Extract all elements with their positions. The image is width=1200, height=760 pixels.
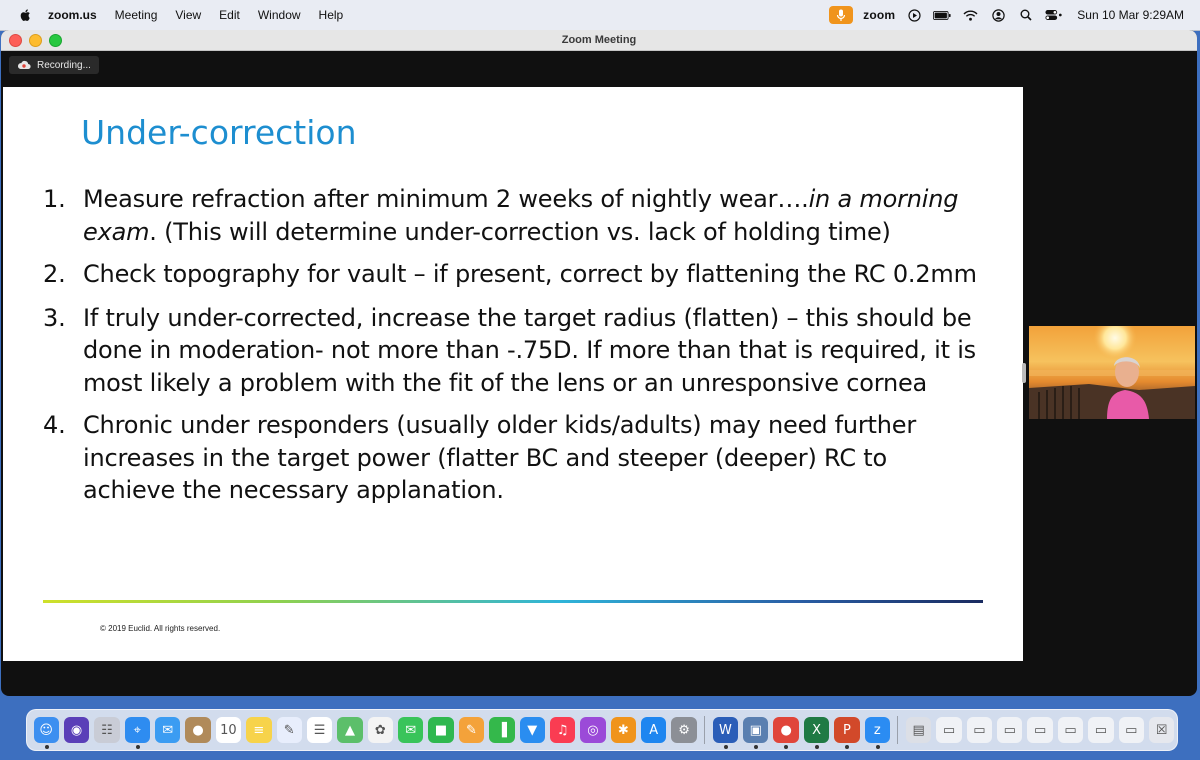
slide-title: Under-correction: [81, 113, 357, 152]
list-item: [43, 302, 983, 400]
slide-numbered-list: [43, 183, 983, 517]
dock-glyph: ▭: [1003, 722, 1016, 738]
dock-glyph: ⌖: [133, 722, 141, 738]
battery-icon[interactable]: [933, 8, 951, 22]
dock-finder-icon[interactable]: [34, 717, 59, 743]
dock-freeform-icon[interactable]: [277, 717, 302, 743]
dock-glyph: ●: [780, 722, 792, 738]
dock-glyph: 10: [220, 722, 237, 738]
dock-glyph: W: [718, 722, 732, 738]
window-title: Zoom Meeting: [561, 34, 637, 46]
dock-siri-icon[interactable]: [64, 717, 89, 743]
dock-photos-icon[interactable]: [368, 717, 393, 743]
recording-indicator[interactable]: [9, 56, 99, 74]
dock-window-4-icon[interactable]: [1027, 717, 1052, 743]
dock-glyph: ⚙: [678, 722, 690, 738]
menu-app-name[interactable]: zoom.us: [48, 8, 97, 22]
microphone-icon[interactable]: [829, 6, 853, 24]
dock-zoom-icon[interactable]: [865, 717, 890, 743]
dock-chrome-icon[interactable]: [773, 717, 798, 743]
dock-word-icon[interactable]: [713, 717, 738, 743]
list-item-number: 4.: [43, 411, 66, 439]
menubar-clock[interactable]: Sun 10 Mar 9:29AM: [1077, 8, 1184, 22]
running-indicator: [724, 745, 728, 749]
running-indicator: [784, 745, 788, 749]
participant-video-tile[interactable]: [1029, 326, 1195, 419]
list-item-emphasis: in a morning exam: [83, 185, 959, 246]
dock-glyph: ✎: [465, 722, 477, 738]
slide-copyright: © 2019 Euclid. All rights reserved.: [100, 624, 221, 633]
spotlight-search-icon[interactable]: [1017, 8, 1035, 22]
dock-glyph: ▣: [749, 722, 762, 738]
dock-glyph: ■: [434, 722, 448, 738]
dock-glyph: ▐: [496, 722, 507, 738]
menu-window[interactable]: Window: [257, 8, 301, 22]
dock-photo-booth-icon[interactable]: [611, 717, 636, 743]
dock-glyph: ✿: [374, 722, 386, 738]
menu-meeting[interactable]: Meeting: [114, 8, 158, 22]
dock-glyph: ☷: [101, 722, 113, 738]
dock-glyph: ☰: [313, 722, 326, 738]
dock-glyph: ♫: [556, 722, 569, 738]
dock-glyph: ▭: [942, 722, 956, 738]
dock-glyph: ▼: [527, 722, 538, 738]
slide-gradient-rule: [43, 600, 983, 603]
dock-reminders-icon[interactable]: [307, 717, 332, 743]
dock: [26, 709, 1178, 751]
list-item-text: If truly under-corrected, increase the target radius (flatten) – this should be done in moderation- not more than -.75D. If more than that is required, it is most likely a problem with the fit of the lens or an unresponsive cornea: [83, 303, 976, 397]
recording-label: Recording...: [37, 59, 91, 71]
menu-bar: [0, 0, 1200, 31]
dock-separator: [704, 716, 705, 744]
list-item: [43, 183, 983, 248]
zoom-tray-label[interactable]: zoom: [863, 8, 896, 22]
play-circle-icon[interactable]: [905, 8, 923, 22]
apple-menu-icon[interactable]: [18, 8, 32, 22]
running-indicator: [754, 745, 758, 749]
dock-doc-1-icon[interactable]: [906, 717, 931, 743]
dock-messages-icon[interactable]: [398, 717, 423, 743]
list-item-text: Measure refraction after minimum 2 weeks of nightly wear….: [83, 185, 809, 213]
dock-glyph: ✎: [283, 722, 295, 738]
running-indicator: [876, 745, 880, 749]
dock-music-icon[interactable]: [550, 717, 575, 743]
running-indicator: [815, 745, 819, 749]
running-indicator: [845, 745, 849, 749]
dock-glyph: ▭: [1033, 722, 1047, 738]
list-item-text-continued: . (This will determine under-correction vs. lack of holding time): [149, 217, 891, 246]
dock-glyph: ≡: [253, 722, 265, 738]
menu-view[interactable]: View: [175, 8, 202, 22]
user-account-icon[interactable]: [989, 8, 1007, 22]
dock-numbers-icon[interactable]: [489, 717, 514, 743]
dock-window-5-icon[interactable]: [1058, 717, 1083, 743]
window-titlebar[interactable]: [1, 30, 1197, 51]
list-item-text: Check topography for vault – if present, correct by flattening the RC 0.2mm: [83, 260, 977, 288]
dock-maps-icon[interactable]: [337, 717, 362, 743]
list-item: [43, 258, 983, 291]
dock-glyph: ▭: [1064, 722, 1077, 738]
list-item-text: Chronic under responders (usually older kids/adults) may need further increases in the target power (flatter BC and steeper (deeper) RC to achieve the necessary applanation.: [83, 411, 916, 504]
dock-glyph: ◉: [70, 722, 83, 738]
dock-glyph: A: [649, 722, 659, 738]
dock-facetime-icon[interactable]: [428, 717, 453, 743]
dock-app-store-icon[interactable]: [641, 717, 666, 743]
dock-launchpad-icon[interactable]: [94, 717, 119, 743]
panel-resize-handle[interactable]: [1022, 363, 1026, 383]
dock-glyph: ▲: [344, 722, 355, 738]
dock-glyph: ✱: [617, 722, 629, 738]
dock-glyph: ☒: [1155, 722, 1168, 738]
dock-glyph: ◎: [587, 722, 599, 738]
dock-trash-icon[interactable]: [1149, 717, 1174, 743]
menu-edit[interactable]: Edit: [219, 8, 240, 22]
dock-contacts-icon[interactable]: [185, 717, 210, 743]
dock-window-6-icon[interactable]: [1088, 717, 1113, 743]
dock-separator: [897, 716, 898, 744]
dock-system-settings-icon[interactable]: [671, 717, 696, 743]
wifi-icon[interactable]: [961, 8, 979, 22]
dock-glyph: ▭: [1094, 722, 1108, 738]
dock-keynote-icon[interactable]: [520, 717, 545, 743]
dock-window-7-icon[interactable]: [1119, 717, 1144, 743]
dock-glyph: ✉: [162, 722, 174, 738]
dock-notes-icon[interactable]: [246, 717, 271, 743]
dock-window-1-icon[interactable]: [936, 717, 961, 743]
dock-mail-icon[interactable]: [155, 717, 180, 743]
running-indicator: [136, 745, 140, 749]
dock-glyph: ▤: [912, 722, 925, 738]
dock-glyph: P: [842, 722, 851, 738]
dock-window-3-icon[interactable]: [997, 717, 1022, 743]
dock-safari-icon[interactable]: [125, 717, 150, 743]
dock-preview-icon[interactable]: [743, 717, 768, 743]
dock-window-2-icon[interactable]: [967, 717, 992, 743]
zoom-meeting-window: [1, 30, 1197, 696]
running-indicator: [45, 745, 49, 749]
dock-glyph: ☺: [39, 722, 53, 738]
dock-glyph: X: [812, 722, 821, 738]
cloud-recording-icon: [17, 60, 31, 70]
shared-screen-slide: [3, 87, 1023, 661]
dock-glyph: ▭: [973, 722, 986, 738]
participant-video-image: [1029, 326, 1195, 419]
dock-excel-icon[interactable]: [804, 717, 829, 743]
dock-glyph: ▭: [1125, 722, 1138, 738]
status-tray: [829, 6, 1200, 24]
dock-glyph: ✉: [405, 722, 417, 738]
list-item-number: 3.: [43, 303, 66, 332]
menu-help[interactable]: Help: [318, 8, 344, 22]
dock-glyph: ●: [192, 722, 204, 738]
dock-glyph: z: [873, 722, 881, 738]
list-item-number: 2.: [43, 260, 66, 288]
list-item: [43, 409, 983, 507]
dock-podcasts-icon[interactable]: [580, 717, 605, 743]
dock-pages-icon[interactable]: [459, 717, 484, 743]
dock-calendar-icon[interactable]: [216, 717, 241, 743]
control-center-icon[interactable]: [1045, 8, 1063, 22]
dock-powerpoint-icon[interactable]: [834, 717, 859, 743]
list-item-number: 1.: [43, 185, 66, 213]
